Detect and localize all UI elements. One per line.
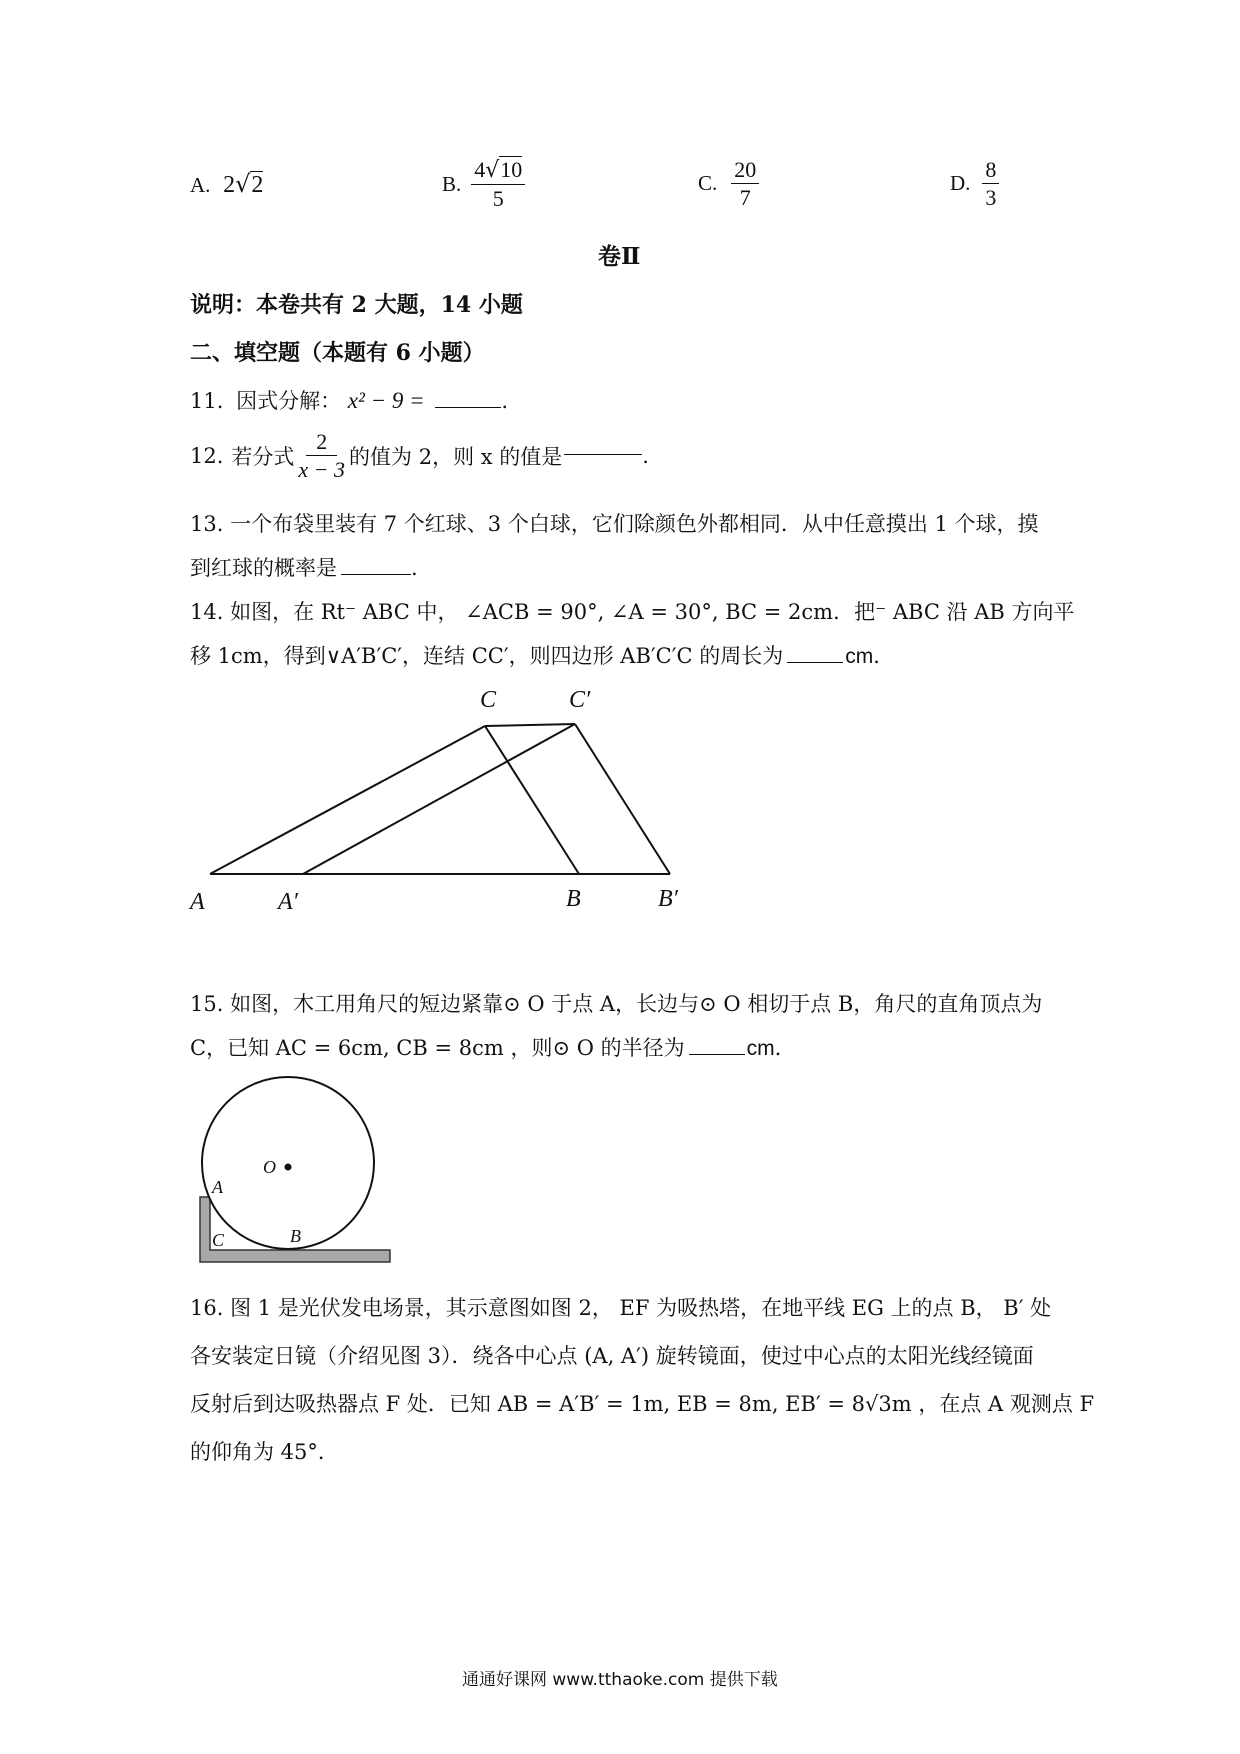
question-11-text: 因式分解： <box>236 389 342 413</box>
option-b <box>442 158 525 210</box>
option-b-num-radicand: 10 <box>500 157 523 182</box>
question-12-frac-den: x − 3 <box>298 457 346 483</box>
option-d-label: D. <box>950 171 971 196</box>
question-16-line1: 16. 图 1 是光伏发电场景，其示意图如图 2， EF 为吸热塔，在地平线 EG 上的点 B， B′ 处 <box>190 1296 1052 1320</box>
point-b-label-15: B <box>290 1226 301 1246</box>
option-b-fraction <box>471 158 525 210</box>
question-14-line2 <box>190 640 880 670</box>
option-d-den: 3 <box>985 185 997 211</box>
segment-c2b2 <box>575 724 670 874</box>
question-16-line4: 的仰角为 45°． <box>190 1440 339 1464</box>
question-13-end: . <box>411 556 418 580</box>
point-c-label: C <box>480 687 497 713</box>
option-b-label: B. <box>442 171 462 196</box>
question-15-unit: cm <box>746 1037 775 1060</box>
part2-note: 说明：本卷共有 2 大题，14 小题 <box>190 292 523 318</box>
point-a2-label: A′ <box>278 889 298 915</box>
option-c <box>698 158 759 209</box>
answer-blank-11[interactable] <box>435 406 501 408</box>
question-12-number: 12. <box>190 443 224 468</box>
answer-blank-13[interactable] <box>341 573 411 575</box>
question-16-line3: 反射后到达吸热器点 F 处．已知 AB = A′B′ = 1m, EB = 8m, EB′ = 8√3m ，在点 A 观测点 F <box>190 1392 1095 1416</box>
option-c-num: 20 <box>731 158 759 184</box>
question-13-text: 到红球的概率是 <box>190 556 337 580</box>
segment-a2c2 <box>303 724 575 874</box>
question-12-end: . <box>642 443 649 468</box>
question-11-number: 11. <box>190 389 224 413</box>
center-point-o <box>285 1164 292 1171</box>
segment-ac <box>210 726 485 874</box>
option-b-num-coef: 4 <box>474 157 486 182</box>
question-14-text: 移 1cm，得到∨A′B′C′，连结 CC′，则四边形 AB′C′C 的周长为 <box>190 644 784 668</box>
point-b2-label: B′ <box>658 886 678 912</box>
question-13-line2 <box>190 552 418 582</box>
question-12-post: 的值为 2，则 x 的值是 <box>349 444 563 469</box>
option-c-fraction <box>731 158 759 209</box>
option-c-label: C. <box>698 171 718 196</box>
question-14-line1: 14. 如图，在 Rt⁻ ABC 中， ∠ACB = 90°, ∠A = 30°, BC = 2cm．把⁻ ABC 沿 AB 方向平 <box>190 600 1075 624</box>
option-a-coef: 2 <box>223 172 236 198</box>
answer-blank-15[interactable] <box>689 1053 745 1055</box>
question-15-line1: 15. 如图，木工用角尺的短边紧靠⊙ O 于点 A，长边与⊙ O 相切于点 B，角尺的直角顶点为 <box>190 992 1043 1016</box>
option-d-num: 8 <box>982 158 999 184</box>
question-12-fraction <box>298 430 345 481</box>
segment-cc2 <box>485 724 575 726</box>
question-15-line2 <box>190 1032 781 1062</box>
question-15-end: . <box>774 1036 782 1060</box>
question-12 <box>190 430 649 481</box>
point-a-label: A <box>190 889 205 915</box>
question-11 <box>190 385 508 415</box>
option-c-den: 7 <box>739 185 751 211</box>
option-d-fraction <box>982 158 999 209</box>
option-d <box>950 158 999 209</box>
sqrt-icon: √ <box>235 170 251 198</box>
figure-15 <box>190 1075 410 1275</box>
question-14-unit: cm <box>845 645 874 668</box>
question-13-line1: 13. 一个布袋里装有 7 个红球、3 个白球，它们除颜色外都相同．从中任意摸出 1 个球，摸 <box>190 512 1039 536</box>
question-12-pre: 若分式 <box>231 444 295 469</box>
sqrt-icon: √ <box>485 158 500 183</box>
figure-14 <box>180 680 700 920</box>
point-b-label: B <box>566 886 581 912</box>
answer-blank-12[interactable] <box>564 453 642 455</box>
question-14-end: . <box>873 644 880 668</box>
question-12-frac-num: 2 <box>306 430 337 456</box>
answer-blank-14[interactable] <box>787 661 843 663</box>
option-a-radicand: 2 <box>251 172 264 198</box>
point-a-label-15: A <box>212 1177 223 1197</box>
point-c-label-15: C <box>212 1230 225 1250</box>
point-o-label: O <box>263 1157 276 1177</box>
part2-title: 卷Ⅱ <box>598 243 641 270</box>
option-a-label: A. <box>190 173 211 197</box>
question-11-end: . <box>501 389 509 413</box>
page-footer: 通通好课网 www.tthaoke.com 提供下载 <box>462 1670 778 1690</box>
point-c2-label: C′ <box>569 687 591 713</box>
question-16-line2: 各安装定日镜（介绍见图 3）．绕各中心点 (A, A′) 旋转镜面，使过中心点的太阳光线经镜面 <box>190 1344 1034 1368</box>
question-11-expr: x² − 9 = <box>347 388 425 413</box>
circle-o <box>202 1077 374 1249</box>
question-15-text: C，已知 AC = 6cm, CB = 8cm ，则⊙ O 的半径为 <box>190 1036 685 1060</box>
section-title: 二、填空题（本题有 6 小题） <box>190 340 485 366</box>
option-a <box>190 170 263 199</box>
option-b-den: 5 <box>492 186 504 212</box>
